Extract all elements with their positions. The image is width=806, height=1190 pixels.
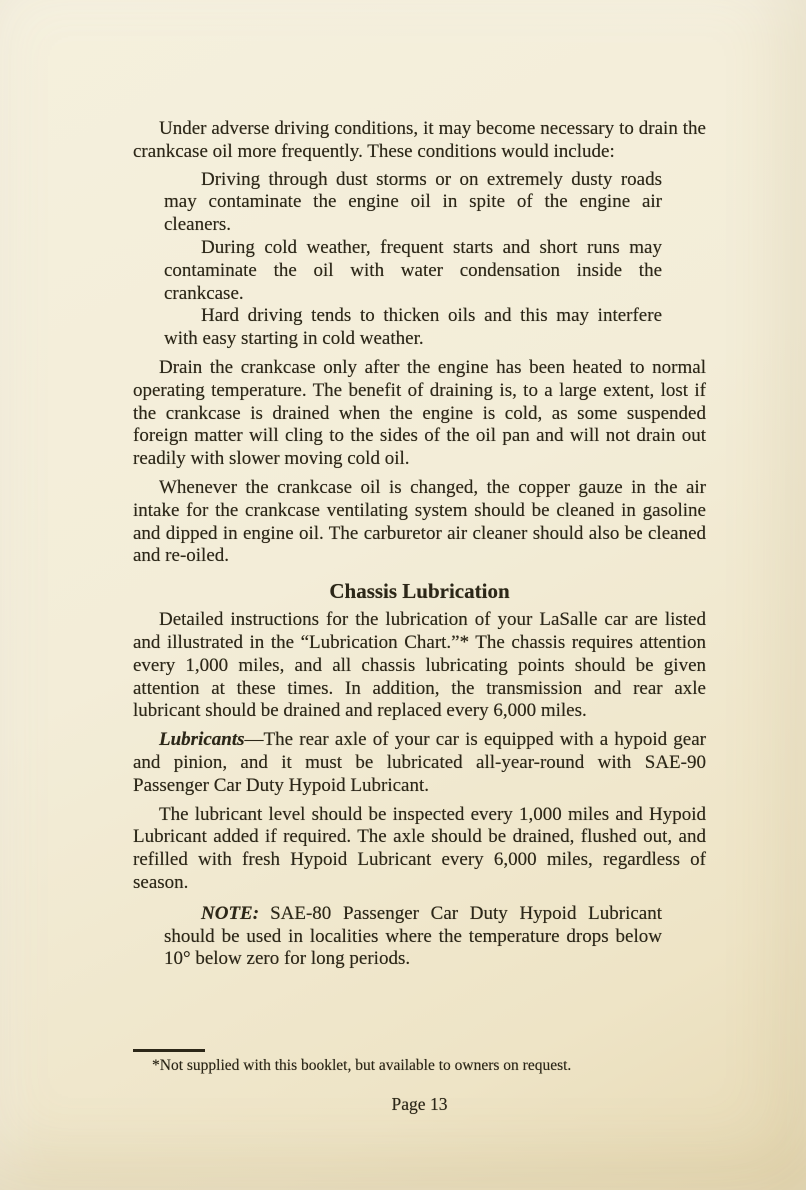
footnote-rule bbox=[133, 1049, 205, 1052]
lubricants-body: —The rear axle of your car is equipped with a hypoid gear and pinion, and it must be lubricated all-year-round with SAE-90 Passenger Car Duty Hypoid Lubricant. bbox=[133, 729, 706, 796]
ventilation-paragraph: Whenever the crankcase oil is changed, the copper gauze in the air intake for the crankcase ventilating system should be cleaned in gasoline and dipped in engine oil. The carburetor air cleaner should also be cleaned and re-oiled. bbox=[133, 476, 706, 567]
condition-dust-storms: Driving through dust storms or on extremely dusty roads may contaminate the engine oil in spite of the engine air cleaners. bbox=[164, 168, 662, 236]
note-paragraph bbox=[164, 903, 662, 971]
page-number: Page 13 bbox=[391, 1094, 448, 1114]
condition-cold-weather: During cold weather, frequent starts and short runs may contaminate the oil with water condensation inside the crankcase. bbox=[164, 236, 662, 304]
page-text-block bbox=[133, 118, 706, 971]
conditions-list bbox=[133, 169, 706, 351]
footnote-text: *Not supplied with this booklet, but available to owners on request. bbox=[152, 1056, 572, 1074]
note-lead: NOTE: bbox=[201, 902, 260, 924]
lubricants-lead: Lubricants bbox=[159, 729, 245, 751]
intro-paragraph: Under adverse driving conditions, it may become necessary to drain the crankcase oil more frequently. These conditions would include: bbox=[133, 118, 706, 162]
note-body: SAE-80 Passenger Car Duty Hypoid Lubricant should be used in localities where the temperature drops below 10° below zero for long periods. bbox=[164, 902, 662, 970]
level-paragraph: The lubricant level should be inspected every 1,000 miles and Hypoid Lubricant added if required. The axle should be drained, flushed out, and refilled with fresh Hypoid Lubricant every 6,000 miles, regardless of season. bbox=[133, 803, 706, 893]
footnote-block bbox=[133, 1049, 706, 1075]
condition-hard-driving: Hard driving tends to thicken oils and this may interfere with easy starting in cold weather. bbox=[164, 305, 662, 350]
drain-paragraph: Drain the crankcase only after the engine has been heated to normal operating temperature. The benefit of draining is, to a large extent, lost if the crankcase is drained when the engine is cold, as some suspended foreign matter will cling to the sides of the oil pan and will not drain out readily with slower moving cold oil. bbox=[133, 356, 706, 470]
lubricants-paragraph bbox=[133, 729, 706, 797]
chassis-paragraph: Detailed instructions for the lubrication of your LaSalle car are listed and illustrated in the “Lubrication Chart.”* The chassis requires attention every 1,000 miles, and all chassis lubricating points should be given attention at these times. In addition, the transmission and rear axle lubricant should be drained and replaced every 6,000 miles. bbox=[133, 609, 706, 722]
section-heading: Chassis Lubrication bbox=[329, 579, 510, 604]
